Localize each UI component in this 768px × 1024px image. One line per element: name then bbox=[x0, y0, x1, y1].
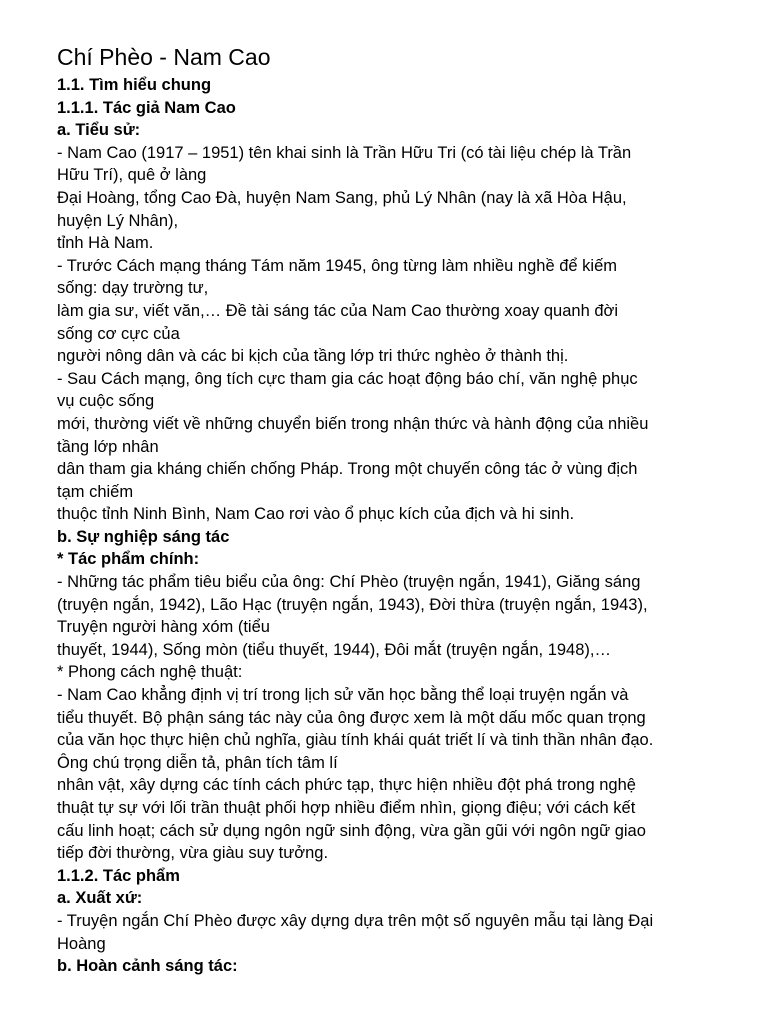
section-heading: 1.1.2. Tác phẩm bbox=[57, 866, 180, 885]
section-heading: b. Sự nghiệp sáng tác bbox=[57, 527, 230, 546]
text-line: tiếp đời thường, vừa giàu suy tưởng. bbox=[57, 844, 329, 863]
text-line: nhân vật, xây dựng các tính cách phức tạp, thực hiện nhiều đột phá trong nghệ bbox=[57, 776, 636, 795]
section-heading: * Tác phẩm chính: bbox=[57, 550, 200, 569]
text-line: vụ cuộc sống bbox=[57, 392, 155, 411]
section-heading: b. Hoàn cảnh sáng tác: bbox=[57, 957, 238, 976]
text-line: thuyết, 1944), Sống mòn (tiểu thuyết, 1944), Đôi mắt (truyện ngắn, 1948),… bbox=[57, 640, 611, 659]
section-heading: 1.1. Tìm hiểu chung bbox=[57, 76, 212, 94]
text-line: Hữu Trí), quê ở làng bbox=[57, 166, 207, 185]
text-line: Ông chú trọng diễn tả, phân tích tâm lí bbox=[57, 753, 338, 772]
text-line: tầng lớp nhân bbox=[57, 437, 159, 456]
text-line: của văn học thực hiện chủ nghĩa, giàu tính khái quát triết lí và tinh thần nhân đạo. bbox=[57, 731, 654, 750]
text-line: (truyện ngắn, 1942), Lão Hạc (truyện ngắn, 1943), Đời thừa (truyện ngắn, 1943), bbox=[57, 595, 648, 614]
text-line: cấu linh hoạt; cách sử dụng ngôn ngữ sinh động, vừa gần gũi với ngôn ngữ giao bbox=[57, 821, 646, 840]
text-line: dân tham gia kháng chiến chống Pháp. Trong một chuyến công tác ở vùng địch bbox=[57, 460, 638, 479]
text-line: sống: dạy trường tư, bbox=[57, 279, 209, 298]
section-heading: a. Tiểu sử: bbox=[57, 121, 141, 140]
text-line: huyện Lý Nhân), bbox=[57, 211, 179, 230]
text-line: người nông dân và các bi kịch của tầng lớp tri thức nghèo ở thành thị. bbox=[57, 347, 569, 366]
section-heading: 1.1.1. Tác giả Nam Cao bbox=[57, 98, 236, 117]
text-line: * Phong cách nghệ thuật: bbox=[57, 663, 243, 682]
text-line: tạm chiếm bbox=[57, 482, 134, 501]
section-heading: a. Xuất xứ: bbox=[57, 889, 143, 908]
text-line: thuật tự sự với lối trần thuật phối hợp nhiều điểm nhìn, giọng điệu; với cách kết bbox=[57, 799, 636, 817]
text-line: Truyện người hàng xóm (tiểu bbox=[57, 618, 270, 637]
text-line: Đại Hoàng, tổng Cao Đà, huyện Nam Sang, phủ Lý Nhân (nay là xã Hòa Hậu, bbox=[57, 188, 627, 207]
text-line: thuộc tỉnh Ninh Bình, Nam Cao rơi vào ổ phục kích của địch và hi sinh. bbox=[57, 505, 575, 524]
text-line: Hoàng bbox=[57, 934, 106, 953]
text-line: - Nam Cao khẳng định vị trí trong lịch sử văn học bằng thể loại truyện ngắn và bbox=[57, 686, 629, 705]
text-line: - Trước Cách mạng tháng Tám năm 1945, ông từng làm nhiều nghề để kiếm bbox=[57, 256, 617, 275]
text-line: sống cơ cực của bbox=[57, 324, 180, 343]
text-line: - Sau Cách mạng, ông tích cực tham gia các hoạt động báo chí, văn nghệ phục bbox=[57, 369, 638, 388]
text-line: - Những tác phẩm tiêu biểu của ông: Chí Phèo (truyện ngắn, 1941), Giăng sáng bbox=[57, 573, 641, 592]
text-line: làm gia sư, viết văn,… Đề tài sáng tác của Nam Cao thường xoay quanh đời bbox=[57, 301, 619, 320]
text-line: - Nam Cao (1917 – 1951) tên khai sinh là Trần Hữu Tri (có tài liệu chép là Trần bbox=[57, 143, 632, 162]
text-line: mới, thường viết về những chuyển biến trong nhận thức và hành động của nhiều bbox=[57, 414, 649, 433]
text-line: tỉnh Hà Nam. bbox=[57, 234, 154, 253]
text-line: - Truyện ngắn Chí Phèo được xây dựng dựa trên một số nguyên mẫu tại làng Đại bbox=[57, 911, 654, 930]
text-line: tiểu thuyết. Bộ phận sáng tác này của ông được xem là một dấu mốc quan trọng bbox=[57, 708, 646, 727]
document-title: Chí Phèo - Nam Cao bbox=[57, 44, 271, 70]
document-body bbox=[57, 74, 728, 978]
